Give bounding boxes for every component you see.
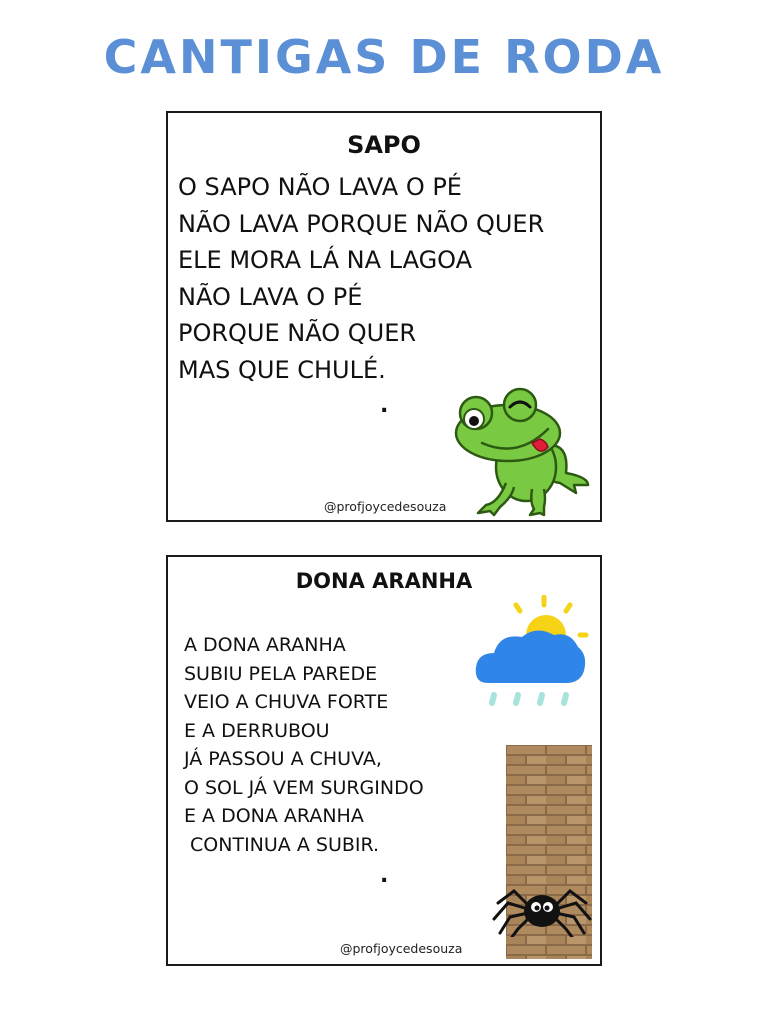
lyric-line: O SOL JÁ VEM SURGINDO <box>184 776 424 799</box>
lyric-line: PORQUE NÃO QUER <box>178 319 417 348</box>
page-title: CANTIGAS DE RODA <box>103 30 665 84</box>
author-credit: @profjoycedesouza <box>340 941 463 956</box>
lyric-line: MAS QUE CHULÉ. <box>178 355 386 384</box>
song-title: SAPO <box>347 131 421 159</box>
lyric-line: NÃO LAVA PORQUE NÃO QUER <box>178 209 545 238</box>
lyric-line: O SAPO NÃO LAVA O PÉ <box>178 173 462 201</box>
lyric-line: CONTINUA A SUBIR. <box>184 833 380 856</box>
lyric-line: E A DONA ARANHA <box>184 805 364 827</box>
lyric-line: E A DERRUBOU <box>184 719 330 742</box>
frog-icon <box>448 385 598 517</box>
song-card-sapo <box>166 111 602 522</box>
lyric-line: A DONA ARANHA <box>184 634 346 656</box>
song-card-dona-aranha <box>166 555 602 966</box>
sun-cloud-rain-icon <box>474 595 592 713</box>
lyric-line: NÃO LAVA O PÉ <box>178 282 363 311</box>
author-credit: @profjoycedesouza <box>324 499 447 514</box>
dot-mark: . <box>380 393 389 418</box>
dot-mark: . <box>380 863 389 888</box>
lyric-line: SUBIU PELA PAREDE <box>184 662 378 685</box>
lyric-line: ELE MORA LÁ NA LAGOA <box>178 246 473 275</box>
song-title: DONA ARANHA <box>295 569 473 593</box>
song-lyrics <box>184 631 424 859</box>
spider-icon <box>492 879 592 937</box>
lyric-line: VEIO A CHUVA FORTE <box>184 691 389 713</box>
lyric-line: JÁ PASSOU A CHUVA, <box>184 748 382 770</box>
song-lyrics <box>178 169 544 389</box>
